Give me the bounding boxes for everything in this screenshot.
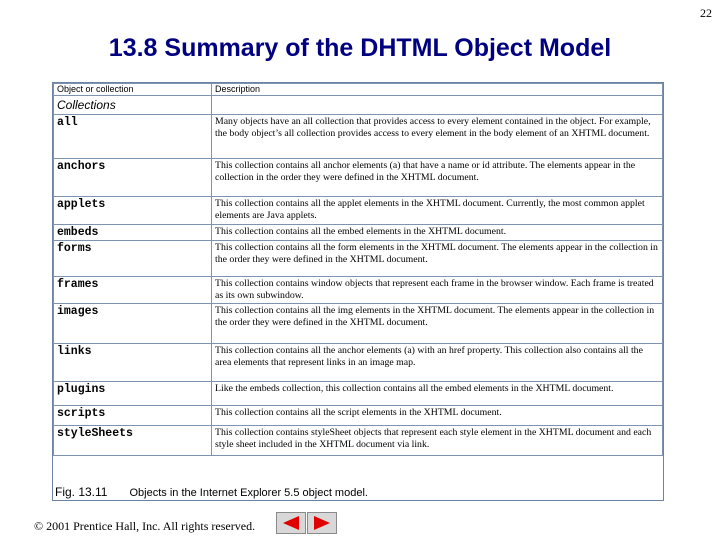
column-header-description: Description xyxy=(212,84,663,96)
figure-table-frame xyxy=(52,82,664,501)
collection-name: embeds xyxy=(54,225,212,241)
collection-description: Many objects have an all collection that provides access to every element contained in the object. For example, the body object’s all collection provides access to every element in the body element of an XHTML document. xyxy=(212,115,663,159)
collection-description: Like the embeds collection, this collection contains all the embed elements in the XHTML document. xyxy=(212,382,663,406)
collection-description: This collection contains window objects that represent each frame in the browser window. Each frame is treated as its own subwindow. xyxy=(212,277,663,304)
arrow-right-icon xyxy=(312,516,332,530)
table-row xyxy=(54,304,663,344)
collection-name: frames xyxy=(54,277,212,304)
collection-description: This collection contains styleSheet objects that represent each style element in the XHTML document and each style sheet included in the XHTML document via link. xyxy=(212,426,663,456)
figure-caption-text: Objects in the Internet Explorer 5.5 object model. xyxy=(129,487,368,499)
table-row xyxy=(54,197,663,225)
collection-name: forms xyxy=(54,241,212,277)
section-row-collections xyxy=(54,96,663,115)
arrow-left-icon xyxy=(281,516,301,530)
section-label: Collections xyxy=(54,96,212,115)
collection-name: styleSheets xyxy=(54,426,212,456)
table-header-row xyxy=(54,84,663,96)
collection-description: This collection contains all the embed elements in the XHTML document. xyxy=(212,225,663,241)
collection-description: This collection contains all anchor elements (a) that have a name or id attribute. The elements appear in the collection in the order they were defined in the XHTML document. xyxy=(212,159,663,197)
table-row xyxy=(54,382,663,406)
collection-description: This collection contains all the anchor elements (a) with an href property. This collection also contains all the area elements that represent links in an image map. xyxy=(212,344,663,382)
table-row xyxy=(54,159,663,197)
page-title: 13.8 Summary of the DHTML Object Model xyxy=(108,34,612,62)
column-header-object: Object or collection xyxy=(54,84,212,96)
collection-name: plugins xyxy=(54,382,212,406)
collection-description: This collection contains all the form elements in the XHTML document. The elements appear in the collection in the order they were defined in the XHTML document. xyxy=(212,241,663,277)
collection-description: This collection contains all the applet elements in the XHTML document. Currently, the most common applet elements are Java applets. xyxy=(212,197,663,225)
collection-description: This collection contains all the img elements in the XHTML document. The elements appear in the collection in the order they were defined in the XHTML document. xyxy=(212,304,663,344)
figure-number: Fig. 13.11 xyxy=(55,485,108,499)
collection-name: all xyxy=(54,115,212,159)
collection-name: links xyxy=(54,344,212,382)
table-row xyxy=(54,115,663,159)
next-slide-button[interactable] xyxy=(307,512,337,534)
table-row xyxy=(54,277,663,304)
table-row xyxy=(54,406,663,426)
table-row xyxy=(54,225,663,241)
object-model-table xyxy=(53,83,663,456)
figure-caption xyxy=(55,485,368,499)
previous-slide-button[interactable] xyxy=(276,512,306,534)
section-empty-cell xyxy=(212,96,663,115)
collection-name: anchors xyxy=(54,159,212,197)
table-row xyxy=(54,426,663,456)
copyright-notice: © 2001 Prentice Hall, Inc. All rights reserved. xyxy=(34,519,256,533)
page-number: 22 xyxy=(700,6,712,20)
collection-name: scripts xyxy=(54,406,212,426)
collection-description: This collection contains all the script elements in the XHTML document. xyxy=(212,406,663,426)
collection-name: images xyxy=(54,304,212,344)
collection-name: applets xyxy=(54,197,212,225)
table-row xyxy=(54,344,663,382)
table-row xyxy=(54,241,663,277)
